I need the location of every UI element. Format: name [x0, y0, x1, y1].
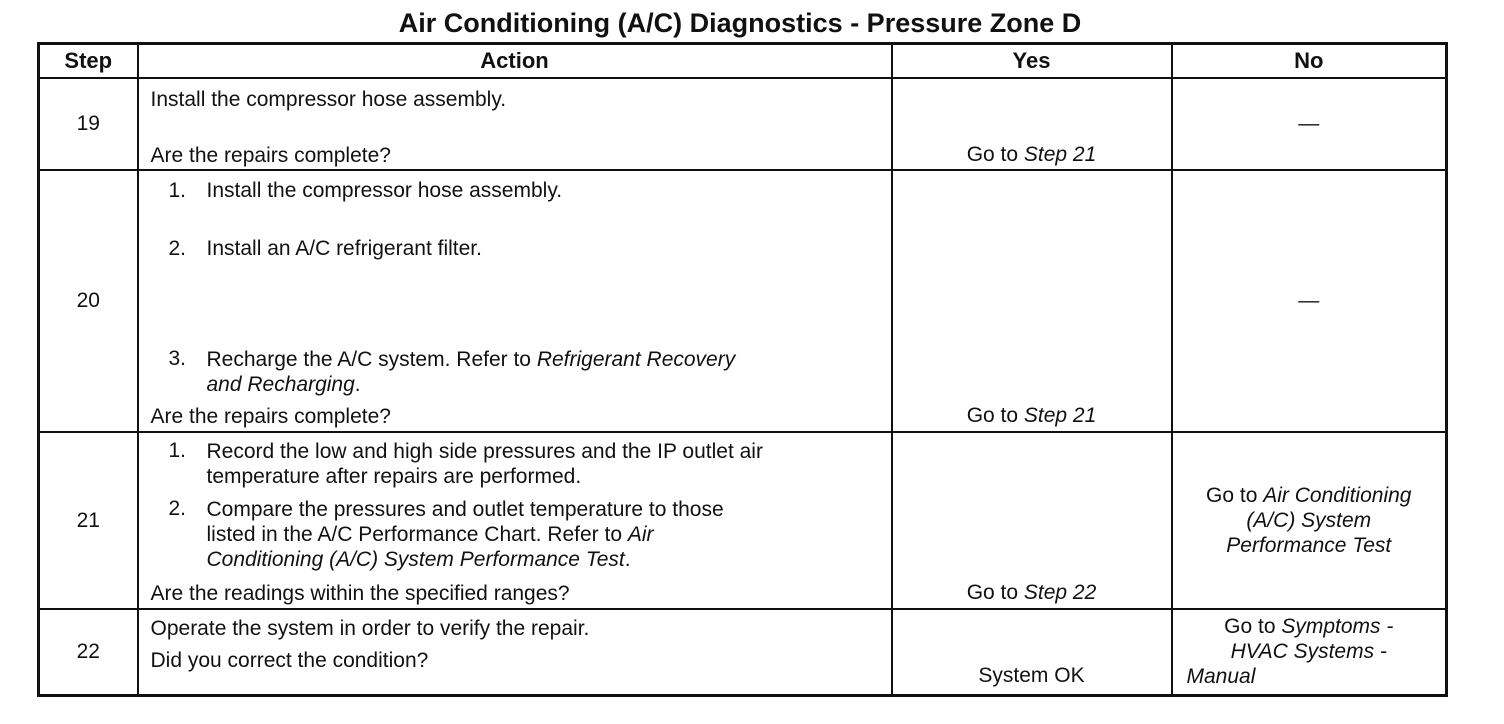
page-title: Air Conditioning (A/C) Diagnostics - Pressure Zone D [398, 8, 1082, 38]
yes-result: Go to Step 22 [966, 581, 1097, 604]
yes-result: Go to Step 21 [966, 143, 1097, 166]
list-item: Record the low and high side pressures and the IP outlet air temperature after repairs are performed. [206, 440, 763, 488]
no-cell [1172, 609, 1447, 695]
action-text: Install the compressor hose assembly. [150, 88, 507, 111]
step-number: 19 [39, 78, 138, 170]
list-number: 1. [168, 439, 187, 462]
header-step: Step [39, 44, 138, 79]
header-no: No [1172, 44, 1447, 79]
action-cell [138, 170, 892, 432]
list-item: Install the compressor hose assembly. [206, 179, 563, 202]
no-result: — [1298, 112, 1320, 135]
no-cell [1172, 432, 1447, 609]
action-question: Are the readings within the specified ranges? [150, 582, 570, 605]
header-row [39, 44, 1447, 79]
list-item: Recharge the A/C system. Refer to Refrigerant Recovery and Recharging. [206, 348, 736, 396]
no-result: Go to Symptoms - HVAC Systems - Manual [1186, 615, 1394, 689]
list-item: Install an A/C refrigerant filter. [206, 237, 482, 260]
action-cell [138, 609, 892, 695]
list-item: Compare the pressures and outlet temperature to those listed in the A/C Performance Chart. Refer to Air Conditioning (A/C) System Performance Test. [206, 498, 724, 571]
yes-cell [892, 609, 1172, 695]
action-question: Are the repairs complete? [150, 405, 391, 428]
action-question: Are the repairs complete? [150, 144, 391, 167]
list-number: 1. [168, 179, 187, 202]
table-row [39, 609, 1447, 695]
table-row [39, 170, 1447, 432]
action-text: Operate the system in order to verify the repair. [150, 617, 590, 640]
step-link: Step 21 [1023, 143, 1097, 166]
header-yes: Yes [892, 44, 1172, 79]
step-link: Step 21 [1023, 404, 1097, 427]
list-number: 3. [168, 347, 187, 370]
yes-cell [892, 432, 1172, 609]
list-number: 2. [168, 497, 187, 520]
step-link: Step 22 [1023, 581, 1097, 604]
no-cell [1172, 170, 1447, 432]
no-result: — [1298, 289, 1320, 312]
step-number: 20 [39, 170, 138, 432]
step-number: 21 [39, 432, 138, 609]
list-number: 2. [168, 237, 187, 260]
step-number: 22 [39, 609, 138, 695]
no-cell [1172, 78, 1447, 170]
no-result: Go to Air Conditioning (A/C) System Performance Test [1206, 484, 1412, 557]
yes-result: System OK [978, 664, 1085, 687]
diagnostic-table [37, 42, 1448, 697]
yes-result: Go to Step 21 [966, 404, 1097, 427]
yes-cell [892, 78, 1172, 170]
table-row [39, 78, 1447, 170]
action-cell [138, 78, 892, 170]
yes-cell [892, 170, 1172, 432]
header-action: Action [138, 44, 892, 79]
table-row [39, 432, 1447, 609]
action-cell [138, 432, 892, 609]
action-question: Did you correct the condition? [150, 649, 429, 672]
